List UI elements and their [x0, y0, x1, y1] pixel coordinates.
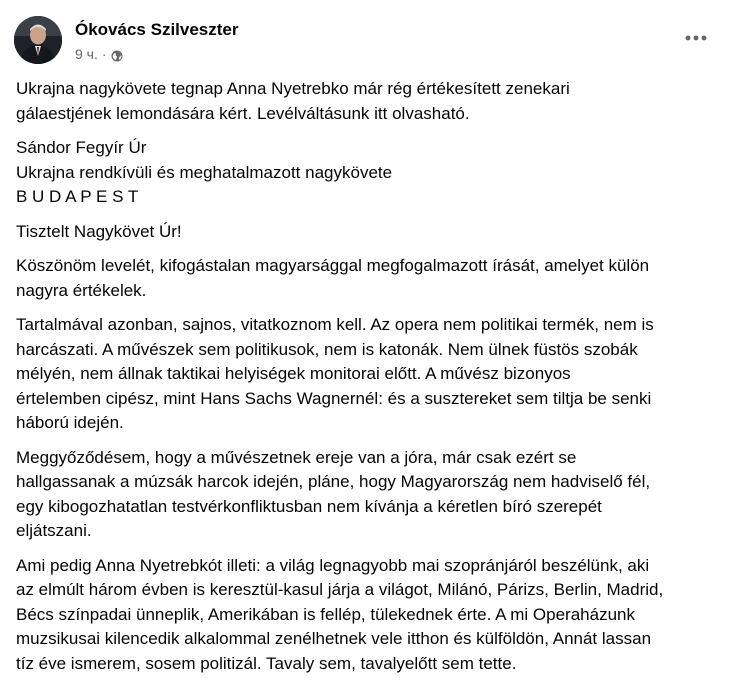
paragraph-addressee: [16, 136, 724, 210]
text-line: B U D A P E S T: [16, 187, 139, 206]
paragraph-intro: [16, 77, 724, 126]
post-subline: [75, 45, 238, 63]
post-timestamp[interactable]: 9 ч.: [75, 46, 98, 62]
separator-dot: ·: [101, 46, 107, 62]
text-line: az elmúlt három évben is keresztül-kasul járja a világot, Milánó, Párizs, Berlin, Madrid,: [16, 580, 664, 599]
text-line: muzsikusai kilencedik alkalommal zenélhetnek vele itthon és külföldön, Annát lassan: [16, 629, 652, 648]
avatar[interactable]: [14, 16, 62, 64]
text-line: nagyra értékelek.: [16, 280, 147, 300]
text-line: egy kibogozhatatlan testvérkonfliktusban nem kívánja a kéretlen bíró szerepét: [16, 496, 602, 516]
post-header: [14, 16, 726, 66]
text-line: eljátszani.: [16, 521, 92, 540]
paragraph-salutation: [16, 220, 724, 245]
text-line: háború idején.: [16, 413, 124, 432]
avatar-image: [14, 16, 62, 64]
paragraph-conviction: [16, 446, 724, 544]
text-line: Tartalmával azonban, sajnos, vitatkoznom kell. Az opera nem politikai termék, nem is: [16, 315, 654, 334]
text-line: tíz éve ismerem, sosem politizál. Tavaly sem, tavalyelőtt sem tette.: [16, 653, 517, 673]
text-line: mélyén, nem állnak taktikai helyiségek monitorai előtt. A művész bizonyos: [16, 364, 571, 383]
text-line: Ukrajna rendkívüli és meghatalmazott nagykövete: [16, 162, 393, 182]
text-line: hallgassanak a múzsák harcok idején, pláne, hogy Magyarország nem hadviselő fél,: [16, 472, 651, 491]
globe-icon[interactable]: [111, 48, 123, 60]
paragraph-content: [16, 313, 724, 436]
text-line: értelemben cipész, mint Hans Sachs Wagnernél: és a susztereket sem tiltja be senki: [16, 388, 652, 408]
post-text: [16, 77, 724, 686]
post-meta: [75, 16, 238, 63]
text-line: Ami pedig Anna Nyetrebkót illeti: a világ legnagyobb mai szopránjáról beszélünk, aki: [16, 555, 650, 575]
text-line: Ukrajna nagykövete tegnap Anna Nyetrebko már rég értékesített zenekari: [16, 79, 570, 98]
paragraph-netrebko: [16, 554, 724, 677]
more-options-button[interactable]: [678, 20, 714, 56]
text-line: Köszönöm levelét, kifogástalan magyarsággal megfogalmazott írását, amelyet külön: [16, 256, 650, 275]
more-options-icon: [685, 35, 707, 41]
text-line: Meggyőződésem, hogy a művészetnek ereje van a jóra, már csak ezért se: [16, 447, 577, 467]
author-name[interactable]: Ókovács Szilveszter: [75, 20, 239, 39]
paragraph-thanks: [16, 254, 724, 303]
text-line: harcászati. A művészek sem politikusok, nem is katonák. Nem ülnek füstös szobák: [16, 339, 638, 359]
text-line: Bécs színpadai ünneplik, Amerikában is fellép, tülekednek érte. A mi Operaházunk: [16, 604, 635, 624]
text-line: Tisztelt Nagykövet Úr!: [16, 221, 182, 241]
text-line: Sándor Fegyír Úr: [16, 138, 147, 157]
text-line: gálaestjének lemondására kért. Levélváltásunk itt olvasható.: [16, 103, 470, 123]
